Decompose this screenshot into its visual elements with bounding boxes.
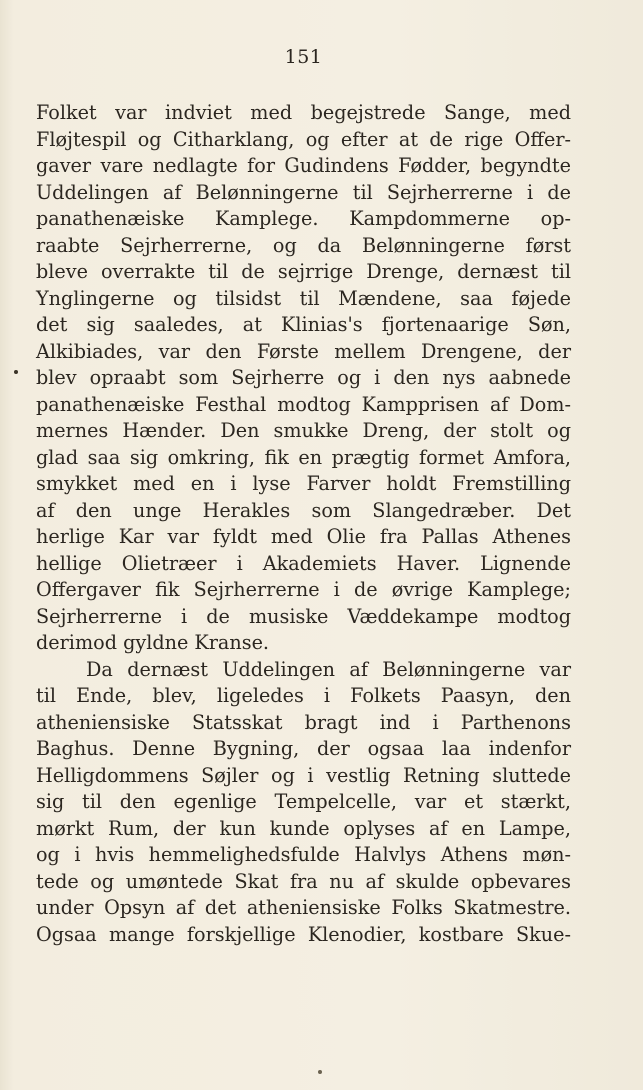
text-line: glad saa sig omkring, fik en prægtig formet Amfora,: [36, 445, 571, 469]
text-line: Folket var indviet med begejstrede Sange, med: [36, 101, 571, 124]
text-line: smykket med en i lyse Farver holdt Fremstilling: [36, 472, 571, 495]
text-line: atheniensiske Statsskat bragt ind i Parthenons: [36, 710, 571, 734]
text-line: panathenæiske Kamplege. Kampdommerne op-: [36, 207, 571, 230]
text-line: blev opraabt som Sejrherre og i den nys aabnede: [36, 366, 571, 389]
bottom-mark: [318, 1070, 322, 1074]
text-line: hellige Olietræer i Akademiets Haver. Lignende: [36, 551, 571, 575]
text-line: bleve overrakte til de sejrrige Drenge, dernæst til: [36, 260, 571, 283]
text-line: tede og umøntede Skat fra nu af skulde opbevares: [36, 869, 571, 893]
text-line: herlige Kar var fyldt med Olie fra Pallas Athenes: [36, 525, 571, 548]
text-line: mernes Hænder. Den smukke Dreng, der stolt og: [36, 419, 571, 442]
text-line: gaver vare nedlagte for Gudindens Fødder, begyndte: [36, 154, 571, 177]
text-line: og i hvis hemmelighedsfulde Halvlys Athens møn-: [36, 843, 571, 866]
text-line: Ogsaa mange forskjellige Klenodier, kostbare Skue-: [36, 922, 571, 946]
text-line: mørkt Rum, der kun kunde oplyses af en Lampe,: [36, 816, 571, 840]
text-line: af den unge Herakles som Slangedræber. Det: [36, 498, 571, 522]
body-text: [36, 100, 571, 948]
margin-mark: [14, 370, 18, 374]
text-line: raabte Sejrherrerne, og da Belønningerne først: [36, 233, 571, 257]
page-number: 151: [284, 46, 323, 68]
text-line: derimod gyldne Kranse.: [36, 631, 270, 654]
text-line: Offergaver fik Sejrherrerne i de øvrige Kamplege;: [36, 578, 571, 601]
text-line: det sig saaledes, at Klinias's fjortenaarige Søn,: [36, 313, 571, 336]
text-line: Helligdommens Søjler og i vestlig Retning sluttede: [36, 763, 571, 787]
text-line: Alkibiades, var den Første mellem Drengene, der: [36, 339, 571, 363]
text-line: Fløjtespil og Citharklang, og efter at de rige Offer-: [36, 127, 571, 151]
text-line: Sejrherrerne i de musiske Væddekampe modtog: [36, 604, 571, 628]
text-line: sig til den egenlige Tempelcelle, var et stærkt,: [36, 790, 571, 813]
text-line: Ynglingerne og tilsidst til Mændene, saa føjede: [36, 286, 571, 310]
text-line: Baghus. Denne Bygning, der ogsaa laa indenfor: [36, 737, 571, 760]
text-line: panathenæiske Festhal modtog Kampprisen af Dom-: [36, 392, 571, 416]
text-line: Da dernæst Uddelingen af Belønningerne var: [86, 657, 571, 681]
text-line: til Ende, blev, ligeledes i Folkets Paasyn, den: [36, 684, 571, 707]
text-line: under Opsyn af det atheniensiske Folks Skatmestre.: [36, 896, 571, 919]
text-line: Uddelingen af Belønningerne til Sejrherrerne i de: [36, 180, 571, 204]
